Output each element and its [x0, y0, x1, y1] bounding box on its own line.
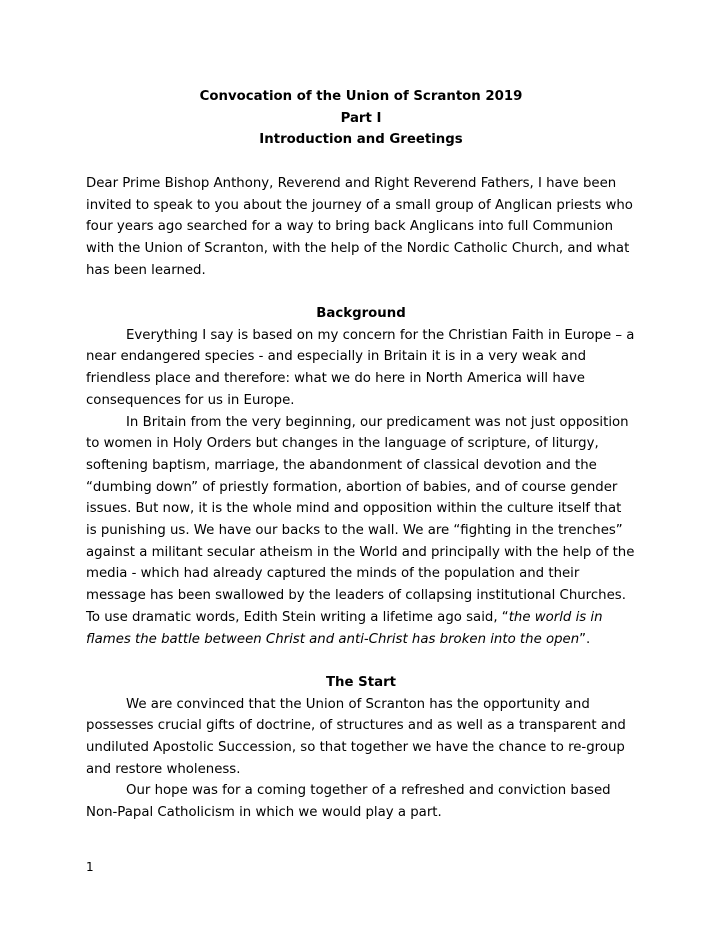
document-part: Part I [340, 110, 382, 126]
spacer [86, 650, 636, 672]
spacer [86, 281, 636, 303]
background-paragraph-2 [86, 412, 636, 651]
intro-paragraph: Dear Prime Bishop Anthony, Reverend and Right Reverend Fathers, I have been invited to speak to you about the journey of a small group of Anglican priests who four years ago searched for a way to bring back Anglicans into full Communion with the Union of Scranton, with the help of the Nordic Catholic Church, and what has been learned. [86, 175, 633, 278]
spacer [86, 151, 636, 173]
document-body [86, 86, 636, 824]
background-paragraph-2-text: In Britain from the very beginning, our predicament was not just opposition to women in Holy Orders but changes in the language of scripture, of liturgy, softening baptism, marriage, the abandonment of classical devotion and the “dumbing down” of priestly formation, abortion of babies, and of course gender issues. But now, it is the whole mind and opposition within the culture itself that is punishing us. We have our backs to the wall. We are “fighting in the trenches” against a militant secular atheism in the World and principally with the help of the media - which had already captured the minds of the population and their message has been swallowed by the leaders of collapsing institutional Churches. To use dramatic words, Edith Stein writing a lifetime ago said, “ [86, 414, 635, 625]
document-title: Convocation of the Union of Scranton 2019 [199, 89, 523, 104]
background-paragraph-2-end: ”. [579, 631, 591, 647]
start-paragraph-1: We are convinced that the Union of Scranton has the opportunity and possesses crucial gifts of doctrine, of structures and as well as a transparent and undiluted Apostolic Succession, so that together we have the chance to re-group and restore wholeness. [86, 696, 626, 777]
edith-stein-quote: the world is in flames the battle between Christ and anti-Christ has broken into the open [86, 609, 603, 647]
document-subtitle: Introduction and Greetings [259, 132, 463, 148]
page-number: 1 [86, 860, 94, 874]
start-paragraph-2: Our hope was for a coming together of a refreshed and conviction based Non-Papal Catholicism in which we would play a part. [86, 783, 611, 821]
background-paragraph-1: Everything I say is based on my concern for the Christian Faith in Europe – a near endangered species - and especially in Britain it is in a very weak and friendless place and therefore: what we do here in North America will have consequences for us in Europe. [86, 327, 635, 408]
section-heading-background: Background [316, 306, 406, 321]
section-heading-start: The Start [325, 674, 396, 690]
